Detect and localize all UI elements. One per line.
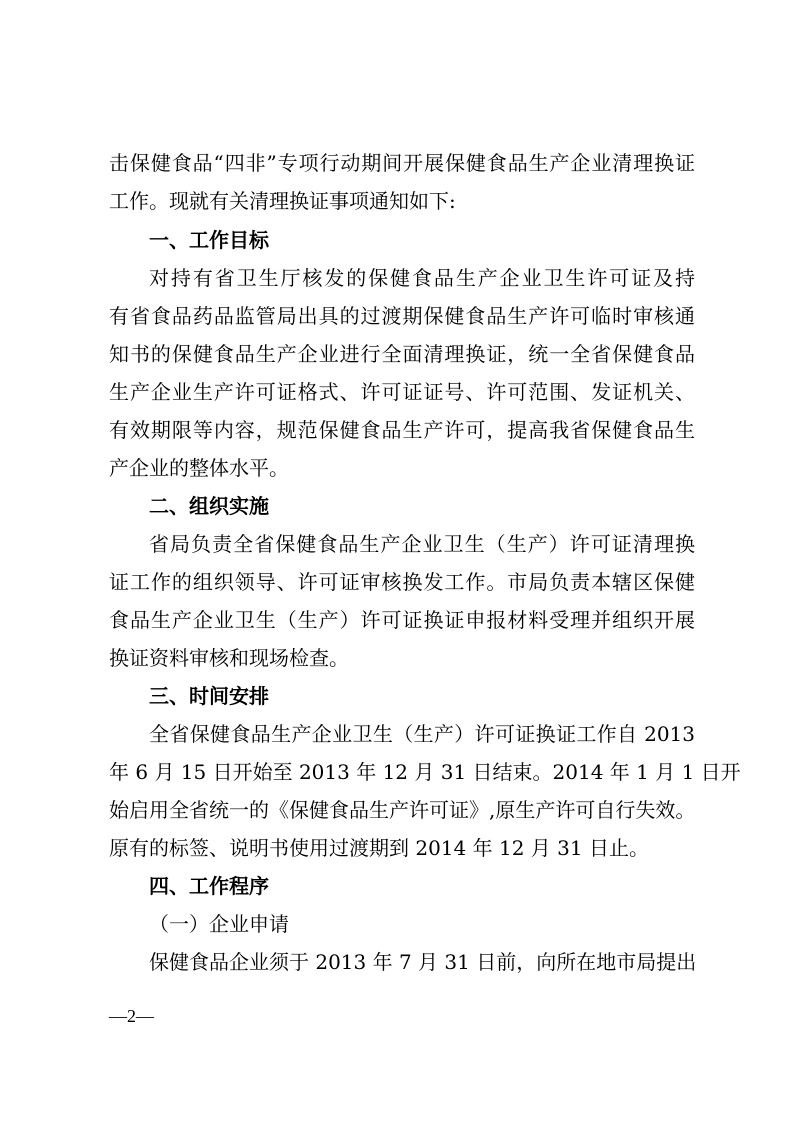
paragraph-line: 原有的标签、说明书使用过渡期到 2014 年 12 月 31 日止。 — [109, 836, 649, 860]
paragraph-line: 产企业的整体水平。 — [109, 456, 289, 480]
page-number: —2— — [109, 1006, 154, 1026]
paragraph-line: 有效期限等内容，规范保健食品生产许可，提高我省保健食品生 — [109, 418, 695, 442]
paragraph-line: 食品生产企业卫生（生产）许可证换证申报材料受理并组织开展 — [109, 608, 695, 632]
section-heading: 三、时间安排 — [149, 684, 269, 708]
paragraph-line: 工作。现就有关清理换证事项通知如下: — [109, 189, 456, 213]
section-heading: 二、组织实施 — [149, 494, 269, 518]
paragraph-line: 换证资料审核和现场检查。 — [109, 646, 349, 670]
paragraph-line: 击保健食品“四非”专项行动期间开展保健食品生产企业清理换证 — [109, 151, 695, 175]
paragraph-line: 证工作的组织领导、许可证审核换发工作。市局负责本辖区保健 — [109, 570, 695, 594]
paragraph-line: 生产企业生产许可证格式、许可证证号、许可范围、发证机关、 — [109, 380, 695, 404]
section-heading: 四、工作程序 — [149, 874, 269, 898]
paragraph-line: 始启用全省统一的《保健食品生产许可证》,原生产许可自行失效。 — [109, 798, 696, 822]
section-heading: 一、工作目标 — [149, 228, 269, 252]
paragraph-line: 省局负责全省保健食品生产企业卫生（生产）许可证清理换 — [149, 532, 695, 556]
paragraph-line: 对持有省卫生厅核发的保健食品生产企业卫生许可证及持 — [149, 266, 695, 290]
paragraph-line: 全省保健食品生产企业卫生（生产）许可证换证工作自 2013 — [149, 722, 695, 746]
paragraph-line: 有省食品药品监管局出具的过渡期保健食品生产许可临时审核通 — [109, 304, 695, 328]
paragraph-line: 保健食品企业须于 2013 年 7 月 31 日前，向所在地市局提出 — [149, 950, 697, 974]
paragraph-line: 年 6 月 15 日开始至 2013 年 12 月 31 日结束。2014 年 1 月 1 日开 — [109, 760, 741, 784]
paragraph-line: 知书的保健食品生产企业进行全面清理换证，统一全省保健食品 — [109, 342, 695, 366]
subsection-heading: （一）企业申请 — [149, 912, 289, 936]
